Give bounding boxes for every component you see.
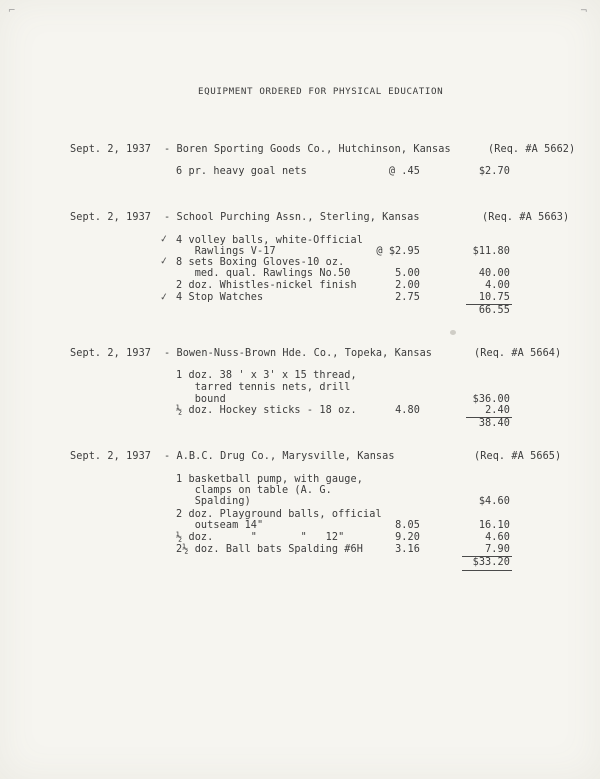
item-price: 5.00 [395, 268, 420, 279]
item-desc: med. qual. Rawlings No.50 [176, 268, 351, 279]
item-desc: 1 doz. 38 ' x 3' x 15 thread, [176, 370, 357, 381]
item-amount: 4.60 [485, 532, 510, 543]
item-desc: Spalding) [176, 496, 251, 507]
item-price: 3.16 [395, 544, 420, 555]
item-amount: $11.80 [472, 246, 510, 257]
order-req: (Req. #A 5663) [482, 212, 570, 223]
paper-spot [450, 330, 456, 335]
item-amount: $4.60 [478, 496, 510, 507]
item-price: 2.75 [395, 292, 420, 303]
item-amount: $2.70 [478, 166, 510, 177]
item-price: 9.20 [395, 532, 420, 543]
checkmark-icon: ✓ [159, 291, 170, 304]
item-amount: 4.00 [485, 280, 510, 291]
order-vendor: - Boren Sporting Goods Co., Hutchinson, Kansas [164, 144, 451, 155]
total-underline [462, 570, 512, 571]
order-total: $33.20 [472, 557, 510, 568]
order-date: Sept. 2, 1937 [70, 348, 152, 359]
item-price: 4.80 [395, 405, 420, 416]
item-desc: clamps on table (A. G. [176, 485, 332, 496]
item-desc: bound [176, 394, 226, 405]
order-vendor: - A.B.C. Drug Co., Marysville, Kansas [164, 451, 395, 462]
item-desc: 1 basketball pump, with gauge, [176, 474, 364, 485]
item-desc: ½ doz. " " 12" [176, 532, 345, 543]
item-amount: 2.40 [485, 405, 510, 416]
page-title: EQUIPMENT ORDERED FOR PHYSICAL EDUCATION [198, 86, 444, 97]
item-desc: 4 Stop Watches [176, 292, 264, 303]
corner-mark: ¬ [580, 6, 588, 16]
order-total: 38.40 [478, 418, 510, 429]
order-vendor: - Bowen-Nuss-Brown Hde. Co., Topeka, Kansas [164, 348, 433, 359]
item-price: 2.00 [395, 280, 420, 291]
checkmark-icon: ✓ [159, 255, 170, 268]
item-amount: 10.75 [478, 292, 510, 303]
order-req: (Req. #A 5662) [488, 144, 576, 155]
order-req: (Req. #A 5664) [474, 348, 562, 359]
item-amount: $36.00 [472, 394, 510, 405]
item-amount: 16.10 [478, 520, 510, 531]
item-price: 8.05 [395, 520, 420, 531]
item-price: @ .45 [388, 166, 420, 177]
item-desc: 4 volley balls, white-Official [176, 235, 364, 246]
checkmark-icon: ✓ [159, 233, 170, 246]
order-req: (Req. #A 5665) [474, 451, 562, 462]
item-desc: Rawlings V-17 [176, 246, 276, 257]
order-vendor: - School Purching Assn., Sterling, Kansas [164, 212, 420, 223]
item-desc: 8 sets Boxing Gloves-10 oz. [176, 257, 345, 268]
item-price: @ $2.95 [376, 246, 420, 257]
corner-mark: ⌐ [8, 6, 16, 16]
item-desc: outseam 14" [176, 520, 264, 531]
item-desc: 6 pr. heavy goal nets [176, 166, 307, 177]
item-desc: 2 doz. Whistles-nickel finish [176, 280, 357, 291]
order-date: Sept. 2, 1937 [70, 212, 152, 223]
item-amount: 40.00 [478, 268, 510, 279]
order-total: 66.55 [478, 305, 510, 316]
order-date: Sept. 2, 1937 [70, 451, 152, 462]
item-desc: tarred tennis nets, drill [176, 382, 351, 393]
item-amount: 7.90 [485, 544, 510, 555]
item-desc: 2 doz. Playground balls, official [176, 509, 382, 520]
item-desc: ½ doz. Hockey sticks - 18 oz. [176, 405, 357, 416]
item-desc: 2½ doz. Ball bats Spalding #6H [176, 544, 364, 555]
order-date: Sept. 2, 1937 [70, 144, 152, 155]
